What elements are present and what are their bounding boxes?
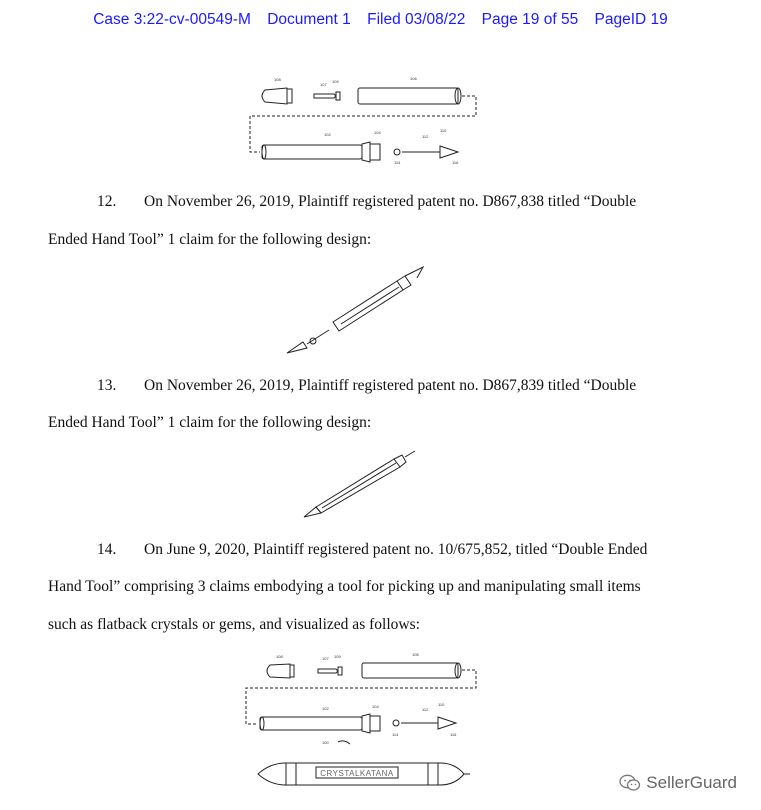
paragraph-text: Hand Tool” comprising 3 claims embodying a tool for picking up and manipulating small items [48,578,641,595]
case-header [0,11,761,29]
watermark-text: SellerGuard [646,773,737,792]
svg-text:108: 108 [276,654,283,659]
svg-text:107: 107 [322,656,329,661]
svg-text:104: 104 [372,704,379,709]
page-number: Page 19 of 55 [481,11,579,28]
case-number: Case 3:22-cv-00549-M [93,11,251,28]
double-ended-tool-design-838 [285,264,435,359]
svg-text:102: 102 [324,132,331,137]
paragraph-number: 12. [97,193,117,210]
paragraph-14-cont-2 [48,616,708,634]
paragraph-14-cont-1 [48,578,708,596]
paragraph-number: 13. [97,377,117,394]
paragraph-12-cont [48,231,708,249]
watermark [619,773,737,793]
exploded-tool-drawing-1 [240,68,490,172]
svg-text:110: 110 [438,702,445,707]
paragraph-13 [48,377,708,395]
svg-text:106: 106 [412,652,419,657]
svg-text:109: 109 [332,79,339,84]
paragraph-text: such as flatback crystals or gems, and visualized as follows: [48,616,420,633]
paragraph-text: On June 9, 2020, Plaintiff registered patent no. 10/675,852, titled “Double Ended [144,541,648,558]
svg-text:112: 112 [422,134,429,139]
svg-text:112: 112 [422,707,429,712]
page-id: PageID 19 [594,11,668,28]
exploded-tool-drawing-2 [240,650,490,790]
svg-text:110: 110 [440,128,447,133]
paragraph-text: On November 26, 2019, Plaintiff registered patent no. D867,838 titled “Double [144,193,637,210]
svg-text:106: 106 [410,76,417,81]
double-ended-tool-design-839 [302,450,422,522]
svg-text:114: 114 [392,732,399,737]
paragraph-number: 14. [97,541,117,558]
document-number: Document 1 [267,11,351,28]
wechat-icon [619,774,641,792]
crystal-katana-label: CRYSTALKATANA [320,769,394,778]
svg-text:100: 100 [322,740,329,745]
paragraph-text: Ended Hand Tool” 1 claim for the following design: [48,231,372,248]
svg-text:107: 107 [320,82,327,87]
svg-text:108: 108 [274,77,281,82]
svg-text:116: 116 [452,160,459,165]
svg-text:114: 114 [394,160,401,165]
paragraph-text: On November 26, 2019, Plaintiff registered patent no. D867,839 titled “Double [144,377,637,394]
svg-text:102: 102 [322,706,329,711]
filed-date: Filed 03/08/22 [367,11,466,28]
paragraph-12 [48,193,708,211]
svg-text:109: 109 [334,654,341,659]
svg-text:104: 104 [374,130,381,135]
paragraph-14 [48,541,708,559]
paragraph-13-cont [48,414,708,432]
svg-text:116: 116 [450,732,457,737]
paragraph-text: Ended Hand Tool” 1 claim for the following design: [48,414,372,431]
